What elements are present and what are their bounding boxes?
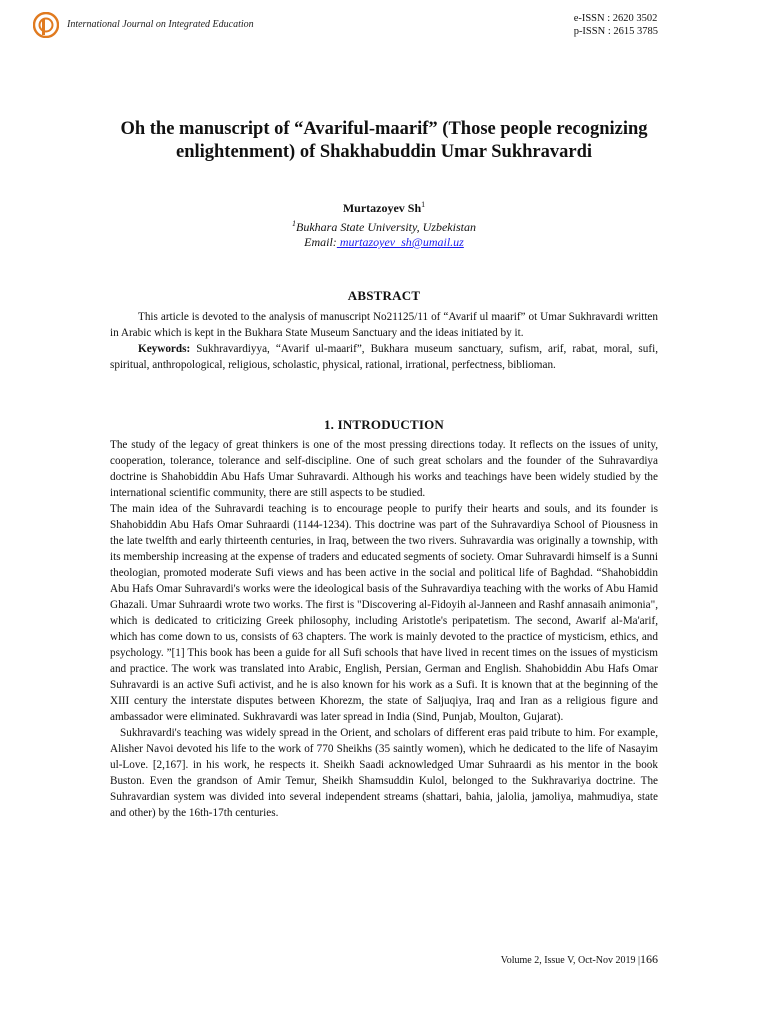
keywords-text: Sukhravardiyya, “Avarif ul-maarif”, Bukhara museum sanctuary, sufism, arif, rabat, moral, sufi, spiritual, anthropological, religious, scholastic, physical, rational, irrational, perfectness, biblioman.: [110, 343, 658, 371]
introduction-body: [110, 437, 658, 821]
abstract-text: This article is devoted to the analysis of manuscript No21125/11 of “Avarif ul maarif” ot Umar Sukhravardi written in Arabic which is kept in the Bukhara State Museum Sanctuary and the ideas initiated by it.: [110, 311, 658, 339]
affiliation-sup: 1: [292, 219, 296, 228]
author-sup: 1: [421, 200, 426, 209]
author-line: [200, 197, 568, 216]
affiliation-line: [200, 216, 568, 235]
journal-name: International Journal on Integrated Education: [67, 19, 254, 30]
email-line: [200, 235, 568, 250]
email-link[interactable]: murtazoyev_sh@umail.uz: [336, 235, 464, 249]
journal-logo-icon: [33, 12, 59, 38]
page-number: 166: [640, 952, 658, 966]
introduction-heading: 1. INTRODUCTION: [323, 417, 444, 432]
abstract-heading: ABSTRACT: [347, 288, 421, 303]
page-footer: [501, 952, 658, 967]
page-header: [0, 0, 768, 46]
keywords-paragraph: [110, 341, 658, 373]
intro-paragraph-3: Sukhravardi's teaching was widely spread in the Orient, and scholars of different eras paid tribute to him. For example, Alisher Navoi devoted his life to the work of 770 Sheikhs (35 saintly women), which he dedicated to the life of Nasayim ul-Love. [2,167]. in his work, he respects it. Sheikh Saadi acknowledged Umar Suhraardi as his mentor in the book Buston. Even the grandson of Amir Temur, Sheikh Shamsuddin Kulol, belonged to the Sukhravariya doctrine. The Suhravardian system was divided into several independent streams (shattari, bahia, jalolia, jamoliya, mahmudiya, state and other) by the 16th-17th centuries.: [110, 727, 658, 819]
intro-paragraph-1: The study of the legacy of great thinkers is one of the most pressing directions today. It reflects on the issues of unity, cooperation, tolerance, tolerance and self-discipline. One of such great scholars and the founder of the Suhravardiya doctrine is Shahobiddin Abu Hafs Umar Suhravardi. Although his works and teachings have been widely studied by the international scientific community, there are still aspects to be studied.: [110, 439, 658, 499]
keywords-label: Keywords:: [138, 343, 191, 355]
intro-paragraph-2: The main idea of the Suhravardi teaching is to encourage people to purify their hearts and souls, and its founder is Shahobiddin Abu Hafs Omar Suhraardi (1144-1234). This doctrine was part of the Suhravardiya School of Piousness in the late twelfth and early thirteenth centuries, in Iraq, between the two rivers. Suhravardia was originally a township, with its membership increasing at the expense of traders and educated segments of society. Omar Suhravardi himself is a Sunni theologian, promoted moderate Sufi views and has been active in the social and political life of Baghdad. “Shahobiddin Abu Hafs Omar Suhravardi's works were the ideological basis of the Suhravardiya teaching with the works of Abu Hamid Ghazali. Umar Suhraardi wrote two works. The first is "Discovering al-Fidoyih al-Janneen and Rashf annasaih animonia", which is dedicated to criticizing Greek philosophy, including Aristotle's peripatetism. The second, Awarif al-Ma'arif, which has come down to us, consists of 63 chapters. The work is mainly devoted to the practice of mysticism, ethics, and psychology. ”[1] This book has been a guide for all Sufi schools that have lived in recent times on the issues of mysticism and practice. The work was translated into Arabic, English, Persian, German and English. Shahobiddin Abu Hafs Omar Suhravardi is an active Sufi activist, and he is also known for his work as a Sufi. It is known that at the beginning of the XIII century the interstate disputes between Khorezm, the state of Saljuqiya, Iraq and Iran as a religious figure and ambassador were eliminated. Sukhravardi was later spread in India (Sind, Punjab, Moulton, Gujarat).: [110, 503, 658, 723]
abstract-body: [110, 309, 658, 373]
affiliation: Bukhara State University, Uzbekistan: [296, 220, 476, 234]
email-label: Email:: [304, 235, 337, 249]
p-issn: p-ISSN : 2615 3785: [573, 26, 658, 37]
volume-info: Volume 2, Issue V, Oct-Nov 2019 |: [500, 955, 640, 966]
e-issn: e-ISSN : 2620 3502: [573, 13, 658, 24]
issn-block: [574, 12, 658, 38]
author-name: Murtazoyev Sh: [342, 201, 422, 215]
author-block: [200, 197, 568, 250]
article-title: Oh the manuscript of “Avariful-maarif” (Those people recognizing enlightenment) of Shakhabuddin Umar Sukhravardi: [120, 119, 648, 162]
